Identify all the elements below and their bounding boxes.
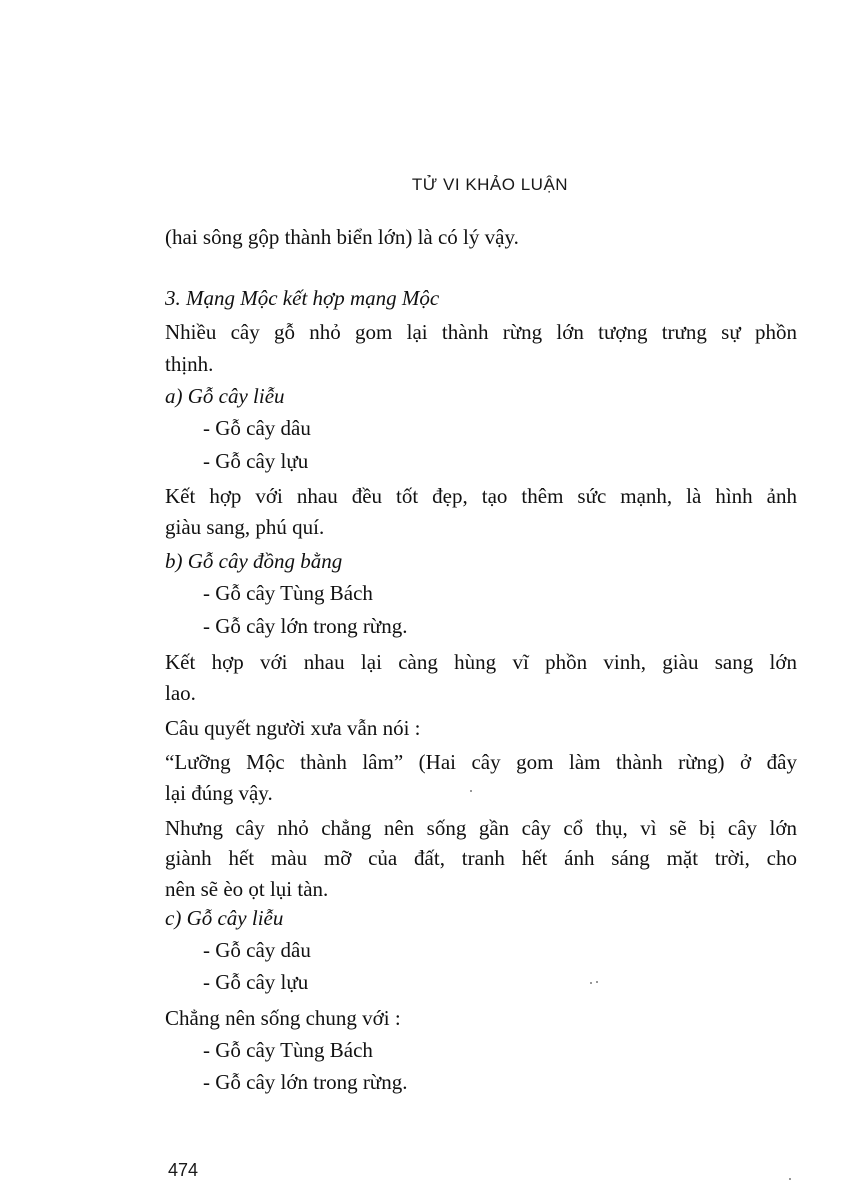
saying-quote-line: “Lưỡng Mộc thành lâm” (Hai cây gom làm thành rừng) ở đây bbox=[165, 750, 797, 774]
subsection-b-heading: b) Gỗ cây đồng bằng bbox=[165, 549, 343, 573]
list-item: - Gỗ cây lớn trong rừng. bbox=[203, 614, 408, 638]
page-number: 474 bbox=[168, 1160, 199, 1180]
paragraph-line: lao. bbox=[165, 681, 196, 705]
avoid-intro: Chẳng nên sống chung với : bbox=[165, 1006, 401, 1030]
subsection-a-heading: a) Gỗ cây liễu bbox=[165, 384, 285, 408]
list-item: - Gỗ cây lựu bbox=[203, 970, 309, 994]
caution-paragraph-line: nên sẽ èo ọt lụi tàn. bbox=[165, 877, 329, 901]
list-item: - Gỗ cây dâu bbox=[203, 416, 311, 440]
caution-paragraph-line: giành hết màu mỡ của đất, tranh hết ánh sáng mặt trời, cho bbox=[165, 846, 797, 870]
scan-speck bbox=[596, 981, 598, 983]
intro-paragraph-line: Nhiều cây gỗ nhỏ gom lại thành rừng lớn tượng trưng sự phồn bbox=[165, 320, 797, 344]
list-item: - Gỗ cây lớn trong rừng. bbox=[203, 1070, 408, 1094]
paragraph-line: Kết hợp với nhau đều tốt đẹp, tạo thêm sức mạnh, là hình ảnh bbox=[165, 484, 797, 508]
scan-speck bbox=[590, 982, 592, 984]
subsection-c-heading: c) Gỗ cây liễu bbox=[165, 906, 284, 930]
caution-paragraph-line: Nhưng cây nhỏ chẳng nên sống gần cây cổ thụ, vì sẽ bị cây lớn bbox=[165, 816, 797, 840]
scan-speck bbox=[789, 1178, 791, 1180]
list-item: - Gỗ cây dâu bbox=[203, 938, 311, 962]
continuation-text: (hai sông gộp thành biển lớn) là có lý vậy. bbox=[165, 225, 519, 249]
saying-quote-line: lại đúng vậy. bbox=[165, 781, 273, 805]
paragraph-line: Kết hợp với nhau lại càng hùng vĩ phồn vinh, giàu sang lớn bbox=[165, 650, 797, 674]
section-heading: 3. Mạng Mộc kết hợp mạng Mộc bbox=[165, 286, 440, 310]
intro-paragraph-line: thịnh. bbox=[165, 352, 214, 376]
list-item: - Gỗ cây Tùng Bách bbox=[203, 1038, 373, 1062]
running-header: TỬ VI KHẢO LUẬN bbox=[411, 175, 569, 194]
list-item: - Gỗ cây Tùng Bách bbox=[203, 581, 373, 605]
list-item: - Gỗ cây lựu bbox=[203, 449, 309, 473]
paragraph-line: giàu sang, phú quí. bbox=[165, 515, 325, 539]
saying-intro: Câu quyết người xưa vẫn nói : bbox=[165, 716, 421, 740]
scan-speck bbox=[470, 790, 472, 792]
